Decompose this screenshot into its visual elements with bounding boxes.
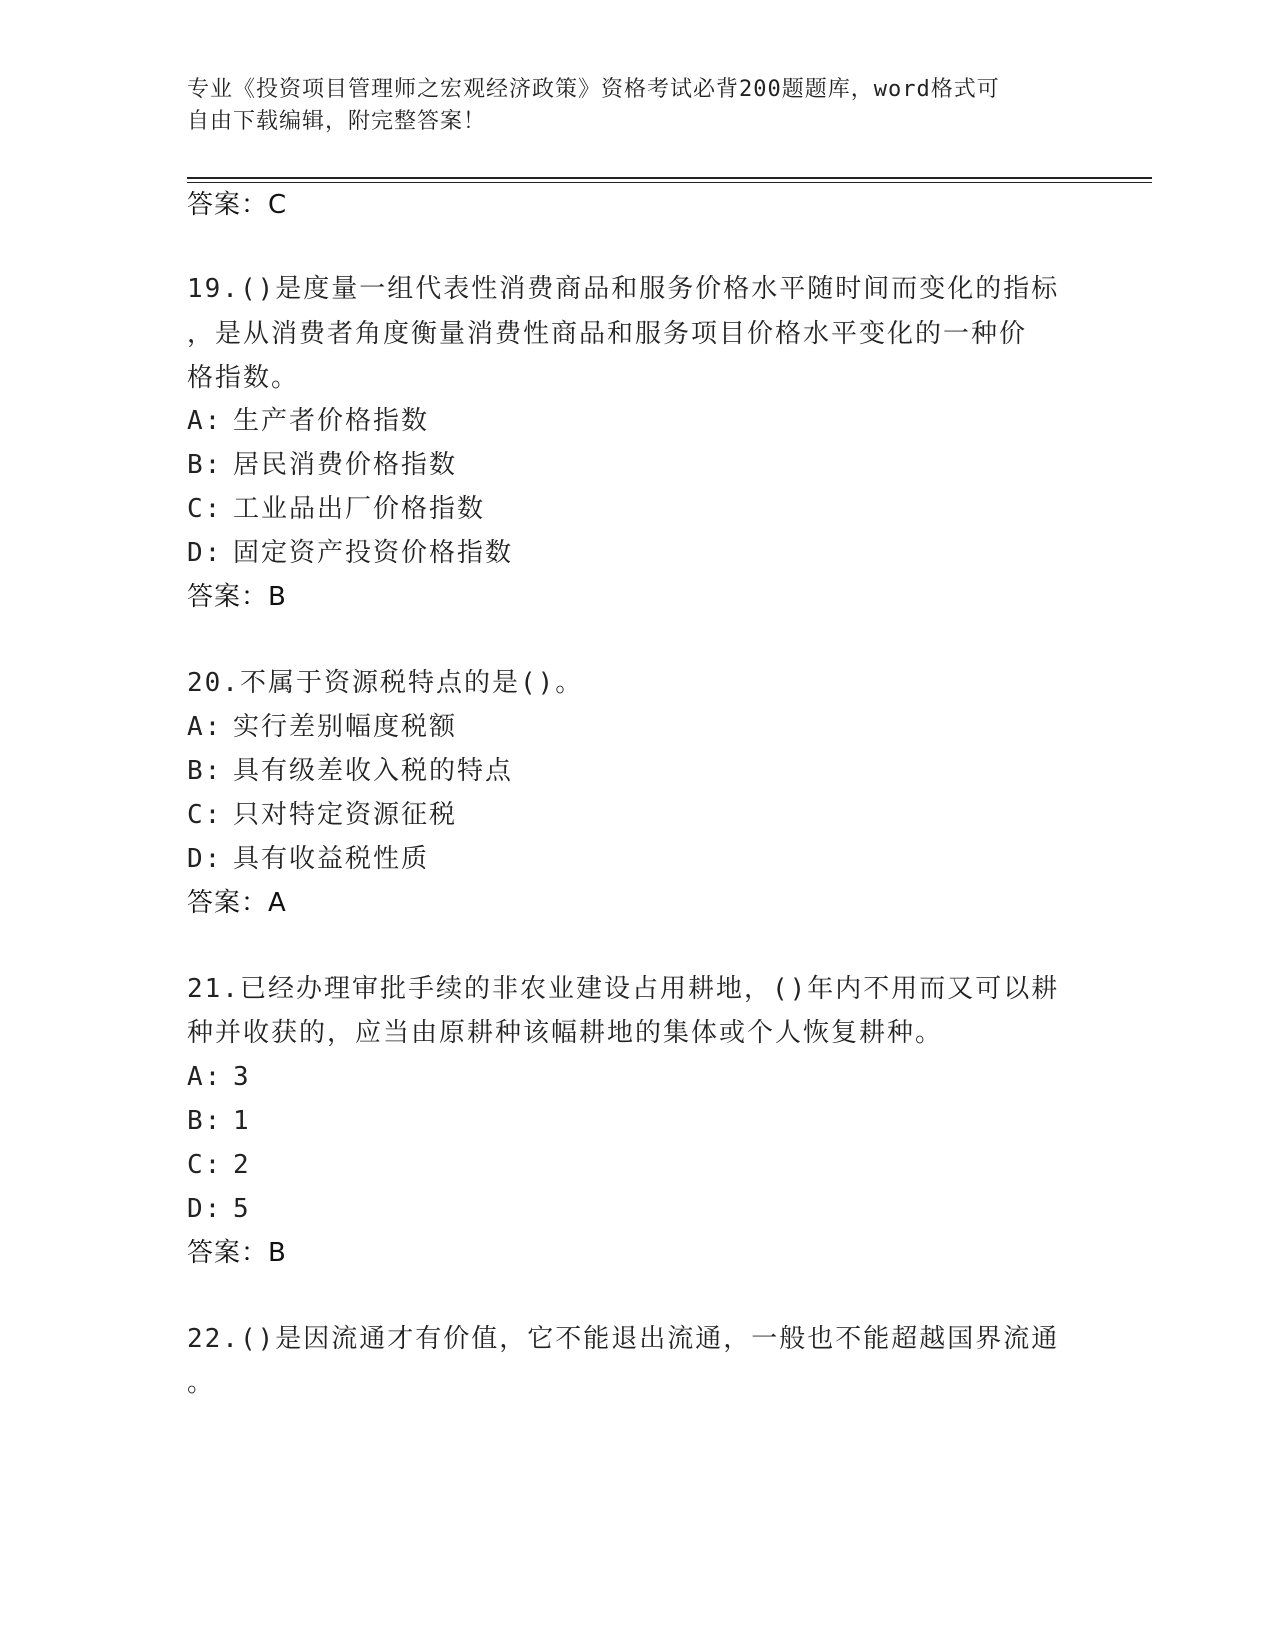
question-22-line-2: 。 [187, 1368, 216, 1398]
option-text: 2 [233, 1150, 251, 1180]
question-20-line-1: 20.不属于资源税特点的是()。 [187, 668, 584, 698]
q19-option-d [187, 530, 513, 576]
q21-option-d [187, 1186, 251, 1232]
option-text: 3 [233, 1062, 251, 1092]
option-text: 具有收益税性质 [233, 844, 430, 874]
q20-option-b [187, 748, 513, 794]
option-label: D: [187, 844, 223, 874]
option-text: 1 [233, 1106, 251, 1136]
option-label: B: [187, 756, 223, 786]
question-22-line-1: 22.()是因流通才有价值，它不能退出流通，一般也不能超越国界流通 [187, 1324, 1060, 1354]
question-21-line-1: 21.已经办理审批手续的非农业建设占用耕地，()年内不用而又可以耕 [187, 974, 1060, 1004]
answer-q19: 答案：B [187, 582, 287, 612]
header-rule-thin [187, 182, 1152, 183]
option-text: 固定资产投资价格指数 [233, 538, 514, 568]
answer-q18: 答案：C [187, 190, 288, 220]
q20-option-d [187, 836, 429, 882]
q20-option-a [187, 704, 457, 750]
answer-q21: 答案：B [187, 1238, 287, 1268]
header-line-1: 专业《投资项目管理师之宏观经济政策》资格考试必背200题题库，word格式可 [187, 77, 1000, 102]
option-label: B: [187, 1106, 223, 1136]
question-19-line-2: ，是从消费者角度衡量消费性商品和服务项目价格水平变化的一种价 [187, 319, 1028, 349]
option-text: 实行差别幅度税额 [233, 712, 458, 742]
q21-option-b [187, 1098, 251, 1144]
q19-option-b [187, 442, 457, 488]
option-label: C: [187, 494, 223, 524]
option-label: B: [187, 450, 223, 480]
question-19-line-1: 19.()是度量一组代表性消费商品和服务价格水平随时间而变化的指标 [187, 274, 1060, 304]
document-header [187, 74, 1067, 138]
q21-option-a [187, 1054, 251, 1100]
option-label: D: [187, 1194, 223, 1224]
header-line-2: 自由下载编辑，附完整答案！ [187, 109, 487, 134]
question-21-line-2: 种并收获的，应当由原耕种该幅耕地的集体或个人恢复耕种。 [187, 1018, 944, 1048]
option-label: C: [187, 800, 223, 830]
option-label: A: [187, 1062, 223, 1092]
option-label: C: [187, 1150, 223, 1180]
option-label: D: [187, 538, 223, 568]
answer-q20: 答案：A [187, 888, 287, 918]
option-label: A: [187, 406, 223, 436]
option-text: 5 [233, 1194, 251, 1224]
q19-option-a [187, 398, 429, 444]
option-text: 具有级差收入税的特点 [233, 756, 514, 786]
option-text: 生产者价格指数 [233, 406, 430, 436]
question-19-line-3: 格指数。 [187, 363, 300, 393]
q19-option-c [187, 486, 485, 532]
option-text: 居民消费价格指数 [233, 450, 458, 480]
header-rule-thick [187, 177, 1152, 179]
q21-option-c [187, 1142, 251, 1188]
option-text: 只对特定资源征税 [233, 800, 458, 830]
option-label: A: [187, 712, 223, 742]
q20-option-c [187, 792, 457, 838]
option-text: 工业品出厂价格指数 [233, 494, 486, 524]
